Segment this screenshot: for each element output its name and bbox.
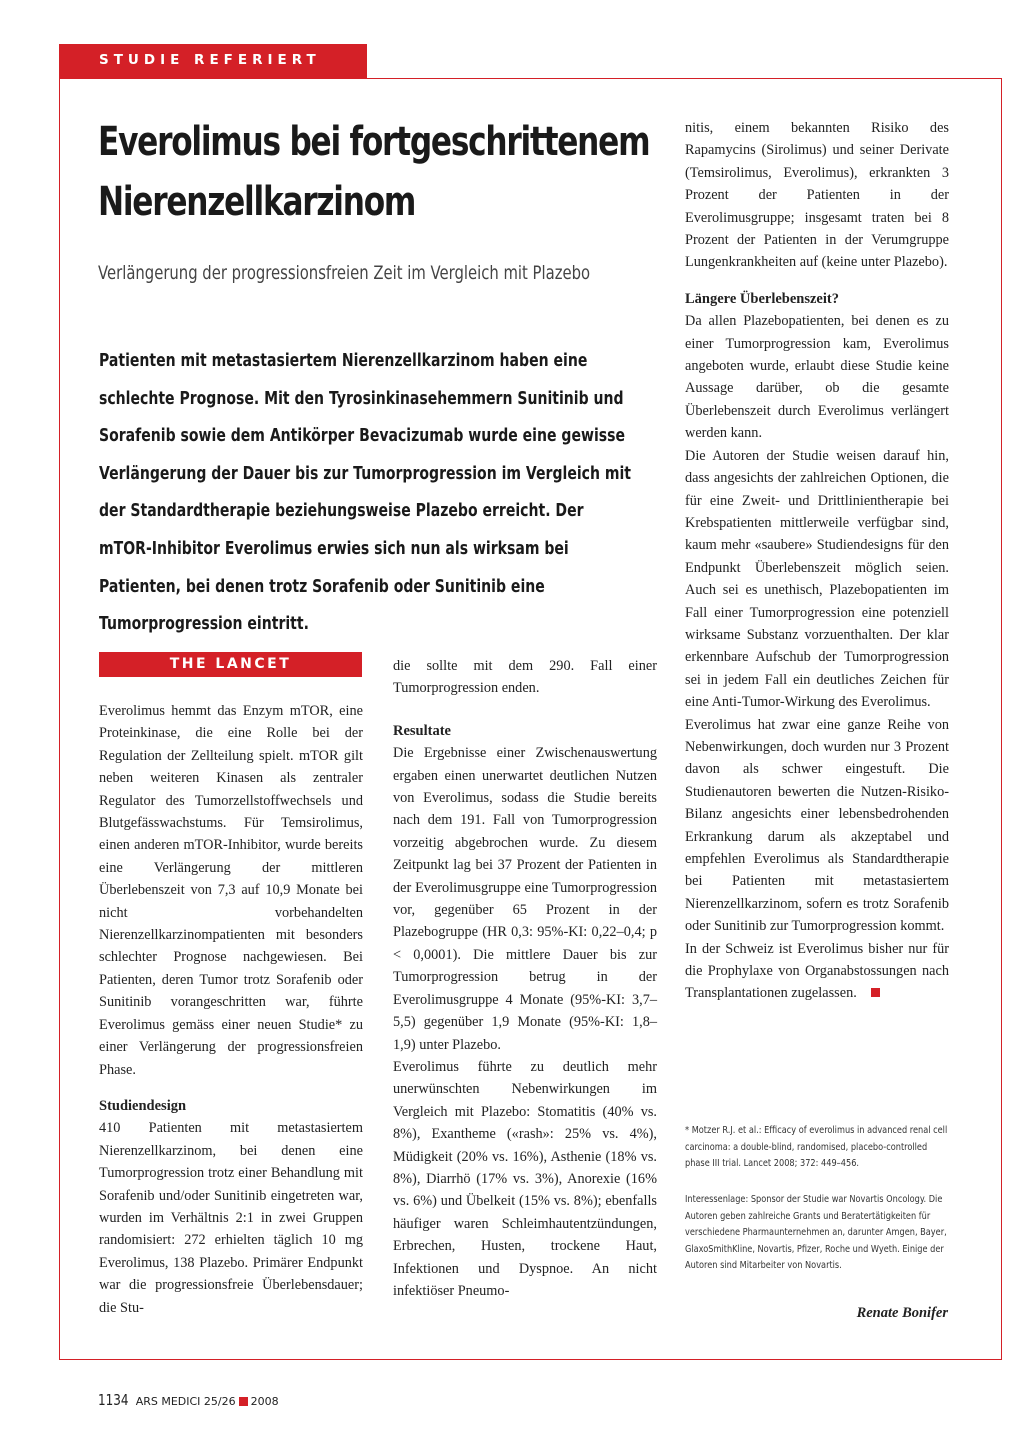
- article-title: [98, 112, 667, 232]
- author-name: Renate Bonifer: [856, 1305, 948, 1321]
- title-line-1: Everolimus bei fortgeschrittenem: [98, 119, 650, 165]
- reference-footnote: * Motzer R.J. et al.: Efficacy of everolimus in advanced renal cell carcinoma: a double-blind, randomised, placebo-controlled phase III trial. Lancet 2008; 372: 449–456.: [685, 1125, 948, 1170]
- switzerland-paragraph: [685, 938, 949, 1005]
- side-effects-paragraph: Everolimus führte zu deutlich mehr unerwünschten Nebenwirkungen im Vergleich mit Plazebo: Stomatitis (40% vs. 8%), Exantheme («rash»: 25% vs. 4%), Müdigkeit (20% vs. 16%), Asthenie (18% vs. 8%), Diarrhö (17% vs. 3%), Anorexie (16% vs. 6%) und Übelkeit (15% vs. 8%); ebenfalls häufiger waren Schleimhautentzündungen, Erbrechen, Husten, trockene Haut, Infektionen und Dyspnoe. An nicht infektiöser Pneumo-: [393, 1058, 657, 1299]
- text-column-1: [99, 700, 363, 1319]
- article-subtitle: Verlängerung der progressionsfreien Zeit im Vergleich mit Plazebo: [98, 262, 591, 284]
- journal-name: ARS MEDICI 25/26: [135, 1395, 236, 1408]
- interest-disclosure: Interessenlage: Sponsor der Studie war Novartis Oncology. Die Autoren geben zahlreiche Grants und Beratertätigkeiten für verschiedene Pharmaunternehmen an, darunter Amgen, Bayer, GlaxoSmithKline, Novartis, Pfizer, Roche und Wyeth. Einige der Autoren sind Mitarbeiter von Novartis.: [685, 1194, 947, 1272]
- issue-year: 2008: [250, 1395, 279, 1408]
- heading-resultate: Resultate: [393, 722, 451, 739]
- switzerland-text: In der Schweiz ist Everolimus bisher nur für die Prophylaxe von Organabstossungen nach Transplantationen zugelassen.: [685, 940, 949, 1002]
- footer-square-icon: [239, 1397, 248, 1406]
- section-label: STUDIE REFERIERT: [99, 52, 321, 68]
- lead-paragraph: Patienten mit metastasiertem Nierenzellkarzinom haben eine schlechte Prognose. Mit den Tyrosinkinasehemmern Sunitinib und Sorafenib sowie dem Antikörper Bevacizumab wurde eine gewisse Verlängerung der Dauer bis zur Tumorprogression im Vergleich mit der Standardtherapie beziehungsweise Plazebo erreicht. Der mTOR-Inhibitor Everolimus erwies sich nun als wirksam bei Patienten, bei denen trotz Sorafenib oder Sunitinib eine Tumorprogression eintritt.: [99, 350, 632, 635]
- results-paragraph: Die Ergebnisse einer Zwischenauswertung ergaben einen unerwartet deutlichen Nutzen von Everolimus, sodass die Studie bereits nach dem 191. Fall von Tumorprogression vorzeitig abgebrochen wurde. Zu diesem Zeitpunkt lag bei 37 Prozent der Patienten in der Everolimusgruppe eine Tumorprogression vor, gegenüber 65 Prozent in der Plazebogruppe (HR 0,3: 95%-KI: 0,22–0,4; p < 0,0001). Die mittlere Dauer bis zur Tumorprogression betrug in der Everolimusgruppe 4 Monate (95%-KI: 3,7–5,5) gegenüber 1,9 Monate (95%-KI: 1,8–1,9) unter Plazebo.: [393, 745, 657, 1053]
- page-number: 1134: [98, 1391, 129, 1409]
- heading-studiendesign: Studiendesign: [99, 1097, 187, 1114]
- heading-ueberlebenszeit: Längere Überlebenszeit?: [685, 290, 839, 307]
- text-column-3: [685, 117, 949, 1005]
- text-column-2: [393, 655, 657, 1302]
- authors-view-paragraph: Die Autoren der Studie weisen darauf hin, dass angesichts der zahlreichen Optionen, die für eine Zweit- und Drittlinientherapie bei Krebspatienten mittlerweile verfügbar sind, kaum mehr «saubere» Studiendesigns für den Endpunkt Überlebenszeit möglich seien. Auch sei es unethisch, Plazebopatienten im Fall einer Tumorprogression eine potenziell wirksame Substanz vorzuenthalten. Der klar erkennbare Aufschub der Tumorprogression sei in jedem Fall ein deutliches Zeichen für eine Anti-Tumor-Wirkung des Everolimus.: [685, 447, 949, 711]
- design-paragraph: 410 Patienten mit metastasiertem Nierenzellkarzinom, bei denen eine Tumorprogression trotz einer Behandlung mit Sorafenib und/oder Sunitinib eingetreten war, wurden im Verhältnis 2:1 in zwei Gruppen randomisiert: 272 erhielten täglich 10 mg Everolimus, 138 Plazebo. Primärer Endpunkt war die progressionsfreie Überlebensdauer; die Stu-: [99, 1120, 363, 1316]
- section-tab: [59, 44, 367, 78]
- end-mark-icon: [871, 988, 880, 997]
- risk-benefit-paragraph: Everolimus hat zwar eine ganze Reihe von Nebenwirkungen, doch wurden nur 3 Prozent davon als schwer eingestuft. Die Studienautoren bewerten die Nutzen-Risiko-Bilanz angesichts einer lebensbedrohenden Erkrankung darum als akzeptabel und empfehlen Everolimus als Standardtherapie bei Patienten mit metastasiertem Nierenzellkarzinom, sofern es trotz Sorafenib oder Sunitinib zur Tumorprogression kommt.: [685, 716, 949, 935]
- continued-paragraph: die sollte mit dem 290. Fall einer Tumorprogression enden.: [393, 658, 657, 697]
- intro-paragraph: Everolimus hemmt das Enzym mTOR, eine Proteinkinase, die eine Rolle bei der Regulation der Zellteilung spielt. mTOR gilt neben weiteren Kinasen als zentraler Regulator des Tumorzellstoffwechsels und Blutgefässwachstums. Für Temsirolimus, einen anderen mTOR-Inhibitor, wurde bereits eine Verlängerung der mittleren Überlebenszeit von 7,3 auf 10,9 Monate bei nicht vorbehandelten Nierenzellkarzinompatienten mit besonders schlechter Prognose nachgewiesen. Bei Patienten, deren Tumor trotz Sorafenib oder Sunitinib vorangeschritten war, führte Everolimus gemäss einer neuen Studie* zu einer Verlängerung der progressionsfreien Phase.: [99, 703, 363, 1078]
- title-line-2: Nierenzellkarzinom: [98, 179, 416, 225]
- pneumonitis-paragraph: nitis, einem bekannten Risiko des Rapamycins (Sirolimus) und seiner Derivate (Temsirolimus, Everolimus), erkrankten 3 Prozent der Patienten in der Everolimusgruppe; insgesamt traten bei 8 Prozent der Patienten in der Verumgruppe Lungenkrankheiten auf (keine unter Plazebo).: [685, 120, 949, 271]
- source-badge: THE LANCET: [99, 652, 362, 677]
- page-footer: [98, 1391, 279, 1409]
- survival-paragraph: Da allen Plazebopatienten, bei denen es zu einer Tumorprogression kam, Everolimus angeboten wurde, erlaubt diese Studie keine Aussage darüber, ob die gesamte Überlebenszeit durch Everolimus verlängert werden kann.: [685, 313, 949, 442]
